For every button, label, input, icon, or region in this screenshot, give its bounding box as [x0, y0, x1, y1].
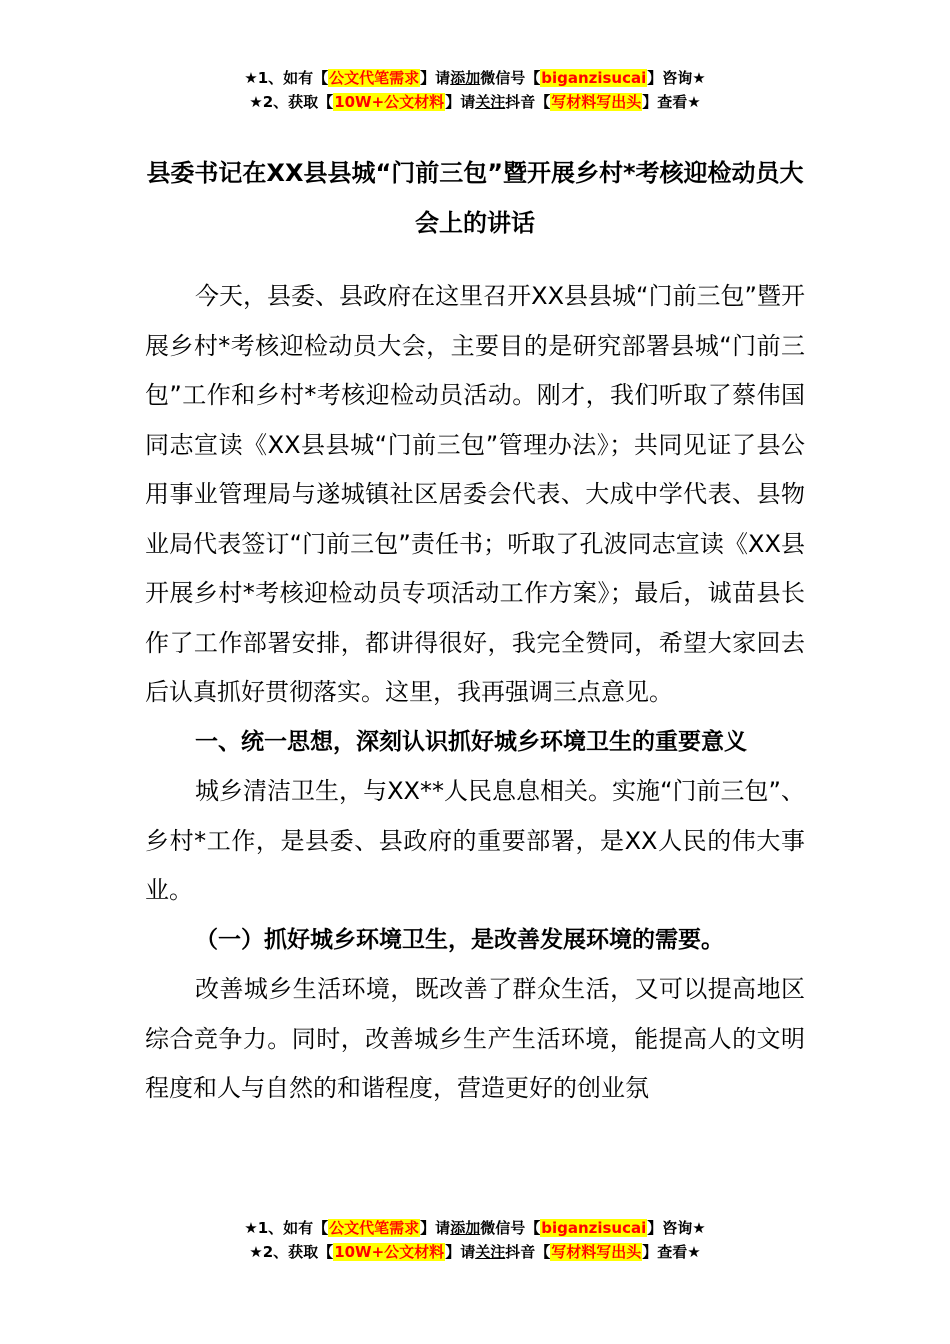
ad-wechat-id: biganzisucai: [541, 1219, 647, 1237]
ad-line-2: [0, 90, 950, 114]
ad-underlined-text: 添加: [450, 1219, 481, 1237]
ad-line-1: [0, 1216, 950, 1240]
ad-underlined-text: 添加: [450, 69, 481, 87]
ad-text: 】咨询★: [647, 69, 706, 87]
ad-highlight: 公文代笔需求: [329, 69, 420, 87]
ad-highlight: 公文代笔需求: [329, 1219, 420, 1237]
ad-highlight: 10W+公文材料: [334, 1243, 445, 1261]
ad-text: 】请: [420, 69, 451, 87]
ad-highlight: 10W+公文材料: [334, 93, 445, 111]
ad-banner-top: [0, 66, 950, 114]
ad-banner-bottom: [0, 1216, 950, 1264]
ad-line-1: [0, 66, 950, 90]
paragraph-section-1: 城乡清洁卫生，与XX**人民息息相关。实施“门前三包”、乡村*工作，是县委、县政府的重要部署，是XX人民的伟大事业。: [145, 777, 805, 904]
ad-text: 】咨询★: [647, 1219, 706, 1237]
ad-douyin-id: 写材料写出头: [551, 1243, 642, 1261]
subsection-heading-1: （一）抓好城乡环境卫生，是改善发展环境的需要。: [195, 926, 724, 953]
ad-text: 】查看★: [642, 93, 701, 111]
ad-text: 】请: [445, 1243, 476, 1261]
ad-text: 微信号【: [480, 69, 541, 87]
ad-text: ★1、如有【: [244, 69, 329, 87]
ad-underlined-text: 关注: [475, 93, 506, 111]
ad-text: 】查看★: [642, 1243, 701, 1261]
document-title: 县委书记在XX县县城“门前三包”暨开展乡村*考核迎检动员大会上的讲话: [146, 159, 804, 237]
ad-underlined-text: 关注: [475, 1243, 506, 1261]
ad-text: 抖音【: [505, 93, 551, 111]
section-heading-1: 一、统一思想，深刻认识抓好城乡环境卫生的重要意义: [195, 728, 747, 755]
ad-text: ★2、获取【: [249, 1243, 334, 1261]
ad-text: ★2、获取【: [249, 93, 334, 111]
ad-text: ★1、如有【: [244, 1219, 329, 1237]
document-body: [145, 272, 805, 1114]
ad-text: 微信号【: [480, 1219, 541, 1237]
ad-text: 】请: [445, 93, 476, 111]
ad-text: 抖音【: [505, 1243, 551, 1261]
ad-line-2: [0, 1240, 950, 1264]
paragraph-intro: 今天，县委、县政府在这里召开XX县县城“门前三包”暨开展乡村*考核迎检动员大会，主要目的是研究部署县城“门前三包”工作和乡村*考核迎检动员活动。刚才，我们听取了蔡伟国同志宣读《XX县县城“门前三包”管理办法》；共同见证了县公用事业管理局与遂城镇社区居委会代表、大成中学代表、县物业局代表签订“门前三包”责任书；听取了孔波同志宣读《XX县开展乡村*考核迎检动员专项活动工作方案》；最后，诚苗县长作了工作部署安排，都讲得很好，我完全赞同，希望大家回去后认真抓好贯彻落实。这里，我再强调三点意见。: [145, 282, 805, 706]
ad-wechat-id: biganzisucai: [541, 69, 647, 87]
paragraph-subsection-1: 改善城乡生活环境，既改善了群众生活，又可以提高地区综合竞争力。同时，改善城乡生产生活环境，能提高人的文明程度和人与自然的和谐程度，营造更好的创业氛: [145, 975, 805, 1102]
ad-text: 】请: [420, 1219, 451, 1237]
ad-douyin-id: 写材料写出头: [551, 93, 642, 111]
